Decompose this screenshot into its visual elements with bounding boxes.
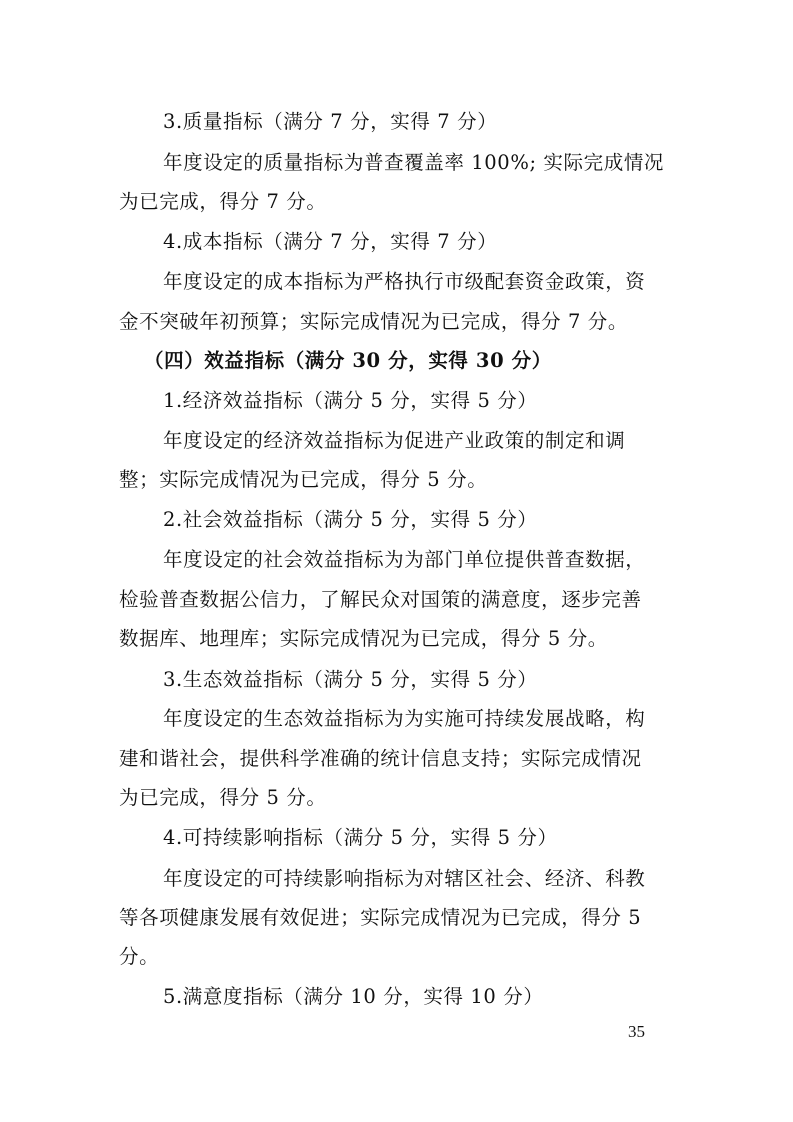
para-quality-line-2: 为已完成，得分 7 分。	[119, 190, 327, 213]
heading-satisfaction: 5.满意度指标（满分 10 分，实得 10 分）	[163, 985, 544, 1008]
heading-ecological-benefit: 3.生态效益指标（满分 5 分，实得 5 分）	[163, 668, 538, 691]
para-social-line-2: 检验普查数据公信力，了解民众对国策的满意度，逐步完善	[119, 588, 642, 611]
para-sustainable-line-3: 分。	[119, 945, 160, 968]
para-sustainable-line-1: 年度设定的可持续影响指标为对辖区社会、经济、科教	[163, 867, 646, 890]
para-economic-line-1: 年度设定的经济效益指标为促进产业政策的制定和调	[163, 429, 626, 452]
para-ecological-line-1: 年度设定的生态效益指标为为实施可持续发展战略，构	[163, 707, 646, 730]
heading-sustainable-impact: 4.可持续影响指标（满分 5 分，实得 5 分）	[163, 826, 558, 849]
para-economic-line-2: 整；实际完成情况为已完成，得分 5 分。	[119, 468, 488, 491]
heading-social-benefit: 2.社会效益指标（满分 5 分，实得 5 分）	[163, 508, 538, 531]
para-social-line-1: 年度设定的社会效益指标为为部门单位提供普查数据，	[163, 548, 646, 571]
section-heading-benefit: （四）效益指标（满分 30 分，实得 30 分）	[144, 349, 552, 372]
heading-quality-indicator: 3.质量指标（满分 7 分，实得 7 分）	[163, 110, 498, 133]
para-sustainable-line-2: 等各项健康发展有效促进；实际完成情况为已完成，得分 5	[119, 906, 642, 929]
para-ecological-line-2: 建和谐社会，提供科学准确的统计信息支持；实际完成情况	[119, 747, 642, 770]
para-cost-line-2: 金不突破年初预算；实际完成情况为已完成，得分 7 分。	[119, 310, 629, 333]
para-ecological-line-3: 为已完成，得分 5 分。	[119, 786, 327, 809]
heading-economic-benefit: 1.经济效益指标（满分 5 分，实得 5 分）	[163, 389, 538, 412]
page-number: 35	[628, 1022, 645, 1041]
heading-cost-indicator: 4.成本指标（满分 7 分，实得 7 分）	[163, 230, 498, 253]
para-cost-line-1: 年度设定的成本指标为严格执行市级配套资金政策，资	[163, 270, 646, 293]
para-social-line-3: 数据库、地理库；实际完成情况为已完成，得分 5 分。	[119, 627, 608, 650]
para-quality-line-1: 年度设定的质量指标为普查覆盖率 100%; 实际完成情况	[163, 151, 665, 174]
